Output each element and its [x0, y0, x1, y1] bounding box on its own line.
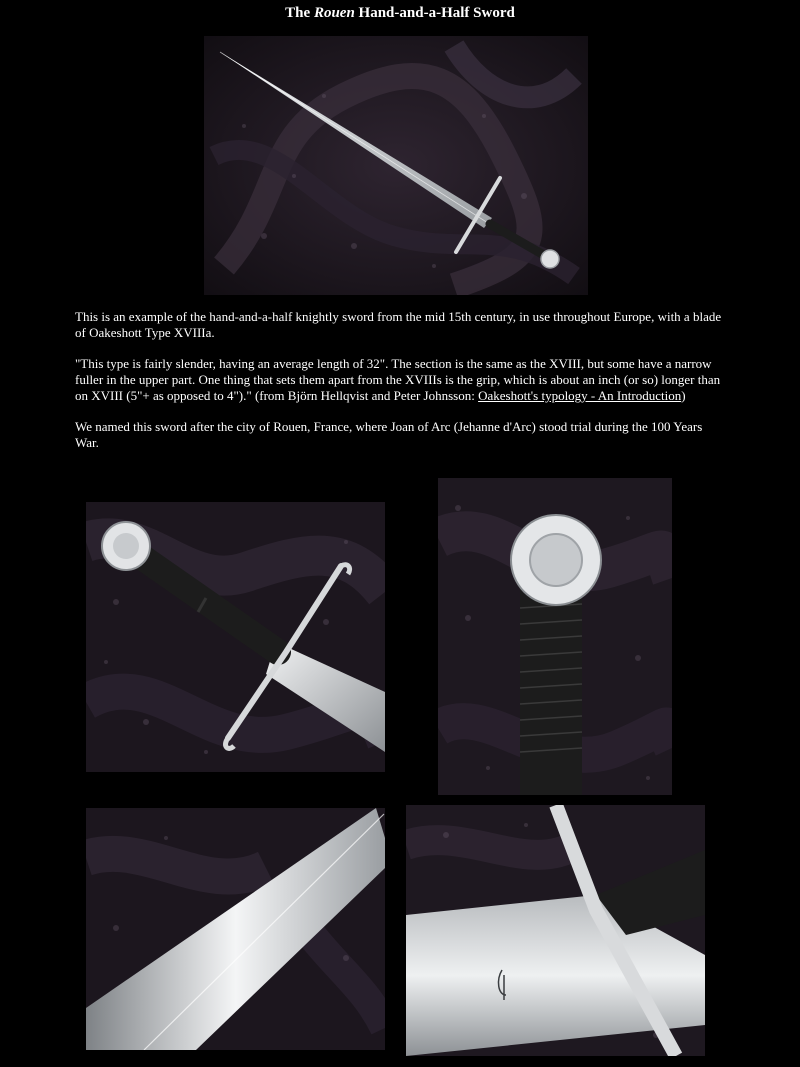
- makers-mark-photo: [406, 805, 705, 1056]
- hilt-crossguard-photo: [86, 502, 385, 772]
- description: [75, 309, 725, 466]
- title-italic: Rouen: [313, 5, 355, 21]
- oakeshott-typology-link[interactable]: Oakeshott's typology - An Introduction: [478, 388, 682, 403]
- quote-close: ): [681, 388, 686, 403]
- title-prefix: The: [285, 5, 314, 21]
- full-sword-photo: [204, 36, 588, 295]
- quote-text: "This type is fairly slender, having an average length of 32". The section is the same as the XVIII, but some have a narrow fuller in the upper part. One thing that sets them apart from the XVIIIs is the grip, which is about an inch (or so) longer than on XVIII (5"+ as opposed to 4")." (from Björn Hellqvist and Peter Johnsson:: [75, 356, 721, 403]
- page-title: [0, 4, 800, 22]
- pommel-grip-photo: [438, 478, 672, 795]
- description-paragraph-2: [75, 356, 725, 404]
- description-paragraph-1: This is an example of the hand-and-a-half knightly sword from the mid 15th century, in use throughout Europe, with a blade of Oakeshott Type XVIIIa.: [75, 309, 722, 340]
- description-paragraph-3: We named this sword after the city of Rouen, France, where Joan of Arc (Jehanne d'Arc) stood trial during the 100 Years War.: [75, 419, 703, 450]
- blade-closeup-photo: [86, 808, 385, 1050]
- title-suffix: Hand-and-a-Half Sword: [354, 5, 515, 21]
